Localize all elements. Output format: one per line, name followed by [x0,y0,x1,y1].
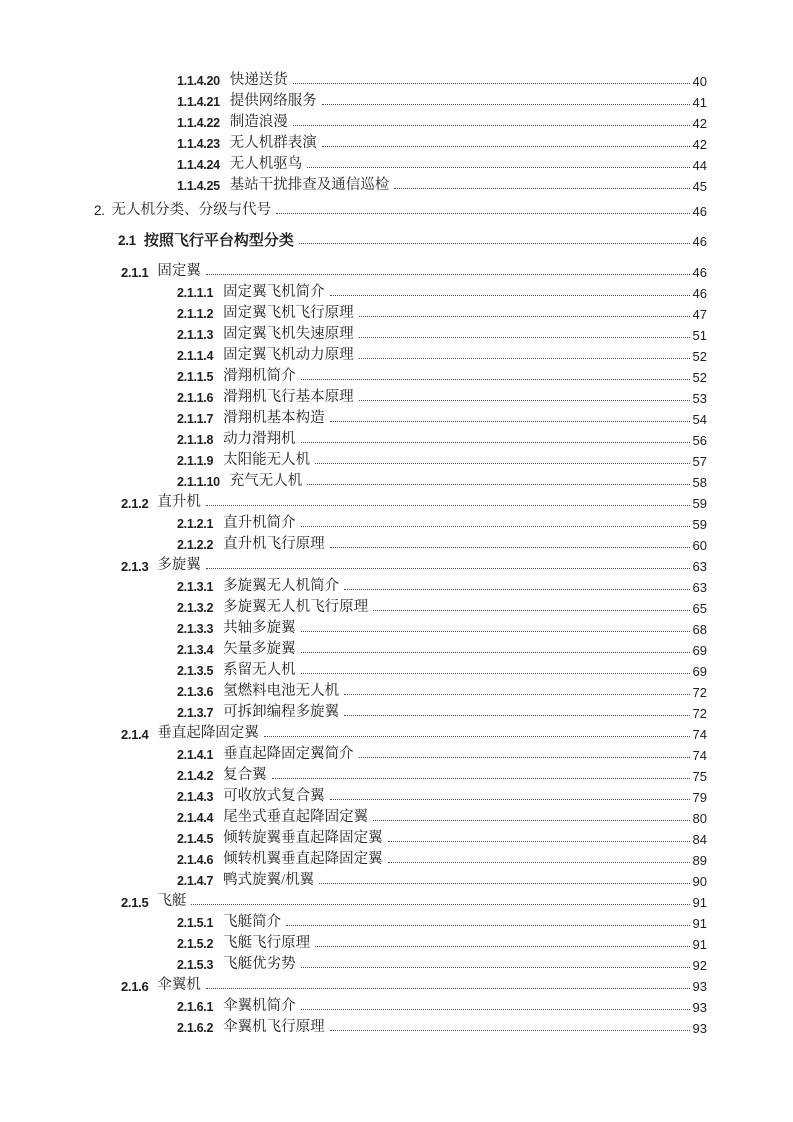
toc-leader-dots [299,243,690,244]
toc-entry[interactable] [121,554,707,575]
toc-entry-page: 93 [692,999,707,1015]
toc-entry-title: 共轴多旋翼 [223,620,296,636]
toc-entry-number: 2.1.2 [121,495,149,511]
toc-entry[interactable] [177,449,707,470]
toc-entry-title: 直升机 [157,494,201,510]
toc-entry[interactable] [177,174,707,195]
toc-leader-dots [344,589,689,590]
toc-entry[interactable] [177,428,707,449]
toc-leader-dots [301,442,690,443]
toc-entry-title: 无人机分类、分级与代号 [111,202,272,218]
toc-entry-title: 多旋翼无人机简介 [223,578,340,594]
toc-entry-page: 47 [692,306,707,322]
toc-entry[interactable] [118,229,707,250]
toc-leader-dots [301,967,690,968]
toc-entry-number: 2.1.1.5 [177,370,214,384]
toc-entry-title: 固定翼飞机失速原理 [223,326,354,342]
toc-entry-page: 42 [692,136,707,152]
toc-entry-number: 2.1.4.6 [177,853,214,867]
toc-entry-number: 2.1.1 [121,264,149,280]
toc-entry-page: 69 [692,663,707,679]
toc-entry-title: 多旋翼无人机飞行原理 [223,599,369,615]
toc-entry-number: 2.1.1.3 [177,328,214,342]
toc-leader-dots [206,274,690,275]
toc-entry-number: 2.1.2.2 [177,538,214,552]
toc-entry-number: 2.1.3 [121,558,149,574]
toc-entry-page: 51 [692,327,707,343]
toc-entry[interactable] [177,764,707,785]
toc-entry-number: 2.1.3.4 [177,643,214,657]
toc-leader-dots [359,316,690,317]
toc-entry-page: 46 [692,203,707,219]
toc-entry-page: 91 [692,936,707,952]
toc-leader-dots [272,778,690,779]
toc-entry[interactable] [177,911,707,932]
toc-leader-dots [293,83,690,84]
toc-entry-number: 1.1.4.25 [177,179,220,193]
toc-entry[interactable] [177,470,707,491]
toc-entry-page: 44 [692,157,707,173]
toc-entry-page: 89 [692,852,707,868]
toc-entry-title: 无人机群表演 [229,135,317,151]
toc-entry[interactable] [177,153,707,174]
toc-entry-title: 鸭式旋翼/机翼 [223,872,315,888]
toc-entry-page: 40 [692,73,707,89]
toc-leader-dots [319,883,689,884]
toc-entry-number: 2.1.5.1 [177,916,214,930]
toc-leader-dots [330,295,690,296]
toc-entry[interactable] [121,722,707,743]
toc-leader-dots [388,841,690,842]
toc-entry-number: 2.1 [118,233,136,248]
toc-entry[interactable] [177,512,707,533]
toc-leader-dots [359,358,690,359]
toc-entry-title: 滑翔机基本构造 [223,410,325,426]
toc-leader-dots [322,104,690,105]
toc-entry-number: 2.1.5.2 [177,937,214,951]
toc-leader-dots [330,799,690,800]
toc-leader-dots [394,188,689,189]
toc-entry-title: 氢燃料电池无人机 [223,683,340,699]
toc-entry-number: 2.1.4.2 [177,769,214,783]
toc-entry[interactable] [177,596,707,617]
toc-leader-dots [388,862,690,863]
toc-entry-title: 倾转机翼垂直起降固定翼 [223,851,383,867]
toc-entry-page: 56 [692,432,707,448]
toc-entry-number: 2.1.1.1 [177,286,214,300]
toc-entry[interactable] [177,743,707,764]
toc-leader-dots [315,946,689,947]
toc-entry-page: 93 [692,978,707,994]
toc-leader-dots [315,463,689,464]
toc-leader-dots [264,736,690,737]
toc-leader-dots [191,904,689,905]
toc-entry-page: 54 [692,411,707,427]
toc-entry-title: 复合翼 [223,767,267,783]
toc-entry[interactable] [177,111,707,132]
toc-entry[interactable] [177,575,707,596]
toc-leader-dots [344,694,689,695]
toc-entry-page: 52 [692,348,707,364]
toc-entry-title: 多旋翼 [157,557,201,573]
toc-entry[interactable] [177,344,707,365]
toc-entry-page: 59 [692,516,707,532]
toc-entry-title: 固定翼飞机动力原理 [223,347,354,363]
toc-entry-number: 2.1.3.6 [177,685,214,699]
toc-entry-title: 伞翼机 [157,977,201,993]
toc-entry-page: 58 [692,474,707,490]
toc-entry-number: 2.1.4 [121,726,149,742]
toc-entry-title: 倾转旋翼垂直起降固定翼 [223,830,383,846]
toc-leader-dots [307,167,689,168]
toc-entry-title: 固定翼飞机简介 [223,284,325,300]
toc-entry-number: 2.1.1.4 [177,349,214,363]
toc-entry-page: 74 [692,747,707,763]
toc-entry-page: 72 [692,684,707,700]
toc-entry-page: 57 [692,453,707,469]
toc-entry-number: 2.1.6.2 [177,1021,214,1035]
toc-entry-title: 直升机简介 [223,515,296,531]
toc-entry-number: 1.1.4.22 [177,116,220,130]
toc-entry-title: 提供网络服务 [229,93,317,109]
toc-entry-number: 2.1.3.3 [177,622,214,636]
toc-leader-dots [301,631,690,632]
toc-entry-title: 系留无人机 [223,662,296,678]
toc-entry-page: 52 [692,369,707,385]
toc-entry[interactable] [121,260,707,281]
toc-entry-title: 固定翼 [157,263,201,279]
toc-entry-number: 2.1.3.7 [177,706,214,720]
toc-entry-number: 2.1.1.7 [177,412,214,426]
toc-entry[interactable] [177,848,707,869]
toc-entry[interactable] [177,386,707,407]
toc-entry-title: 伞翼机简介 [223,998,296,1014]
toc-entry-page: 69 [692,642,707,658]
toc-entry-page: 91 [692,894,707,910]
toc-leader-dots [293,125,690,126]
toc-entry-title: 飞艇飞行原理 [223,935,311,951]
toc-entry-title: 动力滑翔机 [223,431,296,447]
toc-leader-dots [206,505,690,506]
toc-entry[interactable] [121,974,707,995]
toc-entry-page: 46 [692,264,707,280]
toc-entry-title: 固定翼飞机飞行原理 [223,305,354,321]
toc-leader-dots [344,715,689,716]
toc-leader-dots [307,484,689,485]
toc-leader-dots [359,337,690,338]
toc-entry-title: 无人机驱鸟 [229,156,303,172]
toc-entry-title: 滑翔机飞行基本原理 [223,389,354,405]
toc-entry[interactable] [177,680,707,701]
toc-entry-title: 直升机飞行原理 [223,536,325,552]
toc-entry-number: 2.1.1.8 [177,433,214,447]
toc-leader-dots [206,568,690,569]
toc-entry-page: 46 [692,285,707,301]
toc-entry-title: 基站干扰排查及通信巡检 [229,177,390,193]
toc-leader-dots [301,673,690,674]
toc-entry-number: 2.1.4.1 [177,748,214,762]
toc-entry-title: 飞艇 [157,893,187,909]
toc-entry-page: 72 [692,705,707,721]
toc-entry-title: 太阳能无人机 [223,452,311,468]
toc-entry[interactable] [94,199,707,220]
toc-leader-dots [276,213,689,214]
toc-entry[interactable] [177,1016,707,1037]
toc-entry[interactable] [177,302,707,323]
toc-entry[interactable] [177,638,707,659]
toc-entry[interactable] [177,827,707,848]
toc-entry-page: 65 [692,600,707,616]
toc-entry-title: 尾坐式垂直起降固定翼 [223,809,369,825]
toc-entry-title: 垂直起降固定翼简介 [223,746,354,762]
toc-entry[interactable] [121,890,707,911]
toc-leader-dots [322,146,690,147]
toc-entry-number: 1.1.4.20 [177,74,220,88]
toc-leader-dots [330,1030,690,1031]
toc-entry[interactable] [177,533,707,554]
toc-entry-number: 2.1.4.5 [177,832,214,846]
toc-entry[interactable] [177,659,707,680]
toc-leader-dots [301,1009,690,1010]
toc-entry-number: 2.1.1.10 [177,475,220,489]
toc-entry-title: 按照飞行平台构型分类 [143,231,294,249]
toc-leader-dots [301,526,690,527]
toc-entry-number: 2.1.1.2 [177,307,214,321]
toc-entry-number: 2.1.4.4 [177,811,214,825]
toc-entry-page: 45 [692,178,707,194]
toc-entry-number: 2.1.1.9 [177,454,214,468]
toc-entry-title: 垂直起降固定翼 [157,725,259,741]
toc-entry[interactable] [177,132,707,153]
toc-entry[interactable] [177,407,707,428]
toc-entry-title: 可拆卸编程多旋翼 [223,704,340,720]
toc-entry[interactable] [177,617,707,638]
toc-entry-number: 2.1.3.1 [177,580,214,594]
toc-entry[interactable] [177,785,707,806]
toc-entry-page: 91 [692,915,707,931]
toc-leader-dots [206,988,690,989]
toc-entry-number: 1.1.4.23 [177,137,220,151]
toc-entry-number: 1.1.4.21 [177,95,220,109]
toc-entry[interactable] [177,932,707,953]
toc-leader-dots [330,421,690,422]
toc-entry-title: 快递送货 [229,72,288,88]
toc-entry[interactable] [177,90,707,111]
toc-entry-page: 60 [692,537,707,553]
toc-entry-number: 2.1.6.1 [177,1000,214,1014]
table-of-contents [0,69,793,1037]
toc-entry-page: 63 [692,558,707,574]
toc-entry-title: 可收放式复合翼 [223,788,325,804]
toc-entry-page: 93 [692,1020,707,1036]
toc-entry-page: 90 [692,873,707,889]
toc-entry-number: 2.1.2.1 [177,517,214,531]
toc-entry-page: 79 [692,789,707,805]
toc-entry-title: 制造浪漫 [229,114,288,130]
toc-entry-page: 92 [692,957,707,973]
toc-entry[interactable] [177,953,707,974]
toc-leader-dots [359,400,690,401]
toc-entry-number: 2.1.3.2 [177,601,214,615]
toc-entry-title: 充气无人机 [229,473,303,489]
toc-entry-page: 68 [692,621,707,637]
toc-entry-number: 2.1.3.5 [177,664,214,678]
toc-entry[interactable] [177,69,707,90]
toc-entry-page: 80 [692,810,707,826]
toc-entry-number: 2.1.1.6 [177,391,214,405]
toc-entry-page: 41 [692,94,707,110]
toc-entry-page: 59 [692,495,707,511]
toc-entry[interactable] [177,281,707,302]
toc-entry-number: 2.1.6 [121,978,149,994]
toc-entry-title: 飞艇简介 [223,914,282,930]
toc-leader-dots [301,652,690,653]
toc-entry-page: 46 [692,233,707,249]
toc-entry-page: 42 [692,115,707,131]
toc-entry-page: 74 [692,726,707,742]
toc-entry-number: 1.1.4.24 [177,158,220,172]
toc-entry[interactable] [177,995,707,1016]
toc-entry[interactable] [121,491,707,512]
toc-entry-number: 2. [94,203,105,218]
toc-leader-dots [373,820,689,821]
toc-leader-dots [301,379,690,380]
toc-entry-title: 飞艇优劣势 [223,956,296,972]
toc-entry-number: 2.1.4.7 [177,874,214,888]
toc-entry[interactable] [177,701,707,722]
toc-entry[interactable] [177,869,707,890]
toc-entry-page: 84 [692,831,707,847]
toc-leader-dots [330,547,690,548]
toc-entry[interactable] [177,323,707,344]
toc-entry-page: 53 [692,390,707,406]
toc-entry-number: 2.1.5 [121,894,149,910]
toc-entry-title: 伞翼机飞行原理 [223,1019,325,1035]
toc-leader-dots [359,757,690,758]
toc-entry[interactable] [177,365,707,386]
toc-entry-title: 矢量多旋翼 [223,641,296,657]
toc-entry-page: 75 [692,768,707,784]
toc-leader-dots [373,610,689,611]
toc-entry[interactable] [177,806,707,827]
toc-entry-title: 滑翔机简介 [223,368,296,384]
toc-leader-dots [286,925,689,926]
toc-entry-number: 2.1.4.3 [177,790,214,804]
toc-entry-page: 63 [692,579,707,595]
toc-entry-number: 2.1.5.3 [177,958,214,972]
